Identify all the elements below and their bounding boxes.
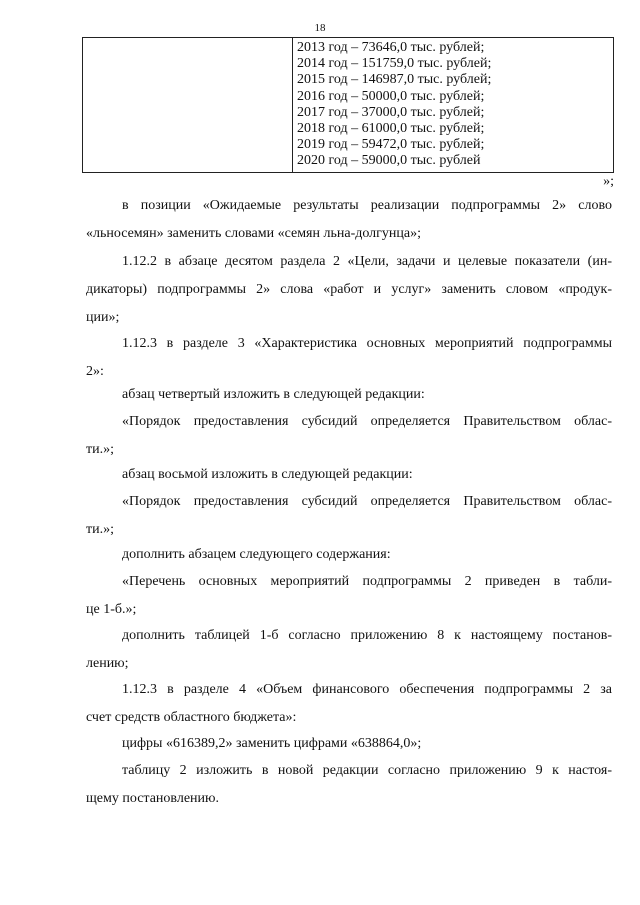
paragraph — [86, 761, 612, 809]
paragraph — [86, 545, 612, 565]
paragraph-line: 1.12.2 в абзаце десятом раздела 2 «Цели, задачи и целевые показатели (ин- — [122, 254, 612, 269]
funding-table-values-cell — [297, 40, 609, 170]
paragraph-line: «Перечень основных мероприятий подпрограммы 2 приведен в табли- — [122, 574, 612, 589]
paragraph-line: таблицу 2 изложить в новой редакции согласно приложению 9 к настоя- — [122, 763, 612, 778]
funding-line: 2019 год – 59472,0 тыс. рублей; — [297, 137, 485, 153]
paragraph-line: щему постановлению. — [86, 791, 219, 806]
paragraph — [86, 252, 612, 328]
paragraph-line: счет средств областного бюджета»: — [86, 710, 297, 725]
page-number: 18 — [314, 22, 326, 34]
paragraph — [86, 492, 612, 540]
funding-line: 2013 год – 73646,0 тыс. рублей; — [297, 40, 485, 55]
paragraph-line: це 1-б.»; — [86, 602, 137, 617]
funding-line: 2015 год – 146987,0 тыс. рублей; — [297, 72, 492, 88]
paragraph — [86, 465, 612, 485]
paragraph-line: лению; — [86, 656, 129, 671]
table-closing-quote: »; — [603, 174, 614, 189]
paragraph-line: дополнить таблицей 1-б согласно приложению 8 к настоящему постанов- — [122, 628, 612, 643]
paragraph — [86, 196, 612, 244]
paragraph — [86, 385, 612, 405]
funding-line: 2017 год – 37000,0 тыс. рублей; — [297, 104, 485, 120]
funding-line: 2020 год – 59000,0 тыс. рублей — [297, 153, 481, 169]
paragraph-line: 1.12.3 в разделе 4 «Объем финансового обеспечения подпрограммы 2 за — [122, 682, 612, 697]
paragraph — [86, 334, 612, 382]
paragraph-line: 1.12.3 в разделе 3 «Характеристика основных мероприятий подпрограммы — [122, 336, 612, 351]
paragraph — [86, 680, 612, 728]
paragraph-line: в позиции «Ожидаемые результаты реализации подпрограммы 2» слово — [122, 198, 612, 213]
paragraph-line: абзац восьмой изложить в следующей редакции: — [122, 467, 413, 482]
funding-line: 2014 год – 151759,0 тыс. рублей; — [297, 56, 492, 72]
paragraph-line: «Порядок предоставления субсидий определяется Правительством облас- — [122, 414, 612, 429]
paragraph-line: ти.»; — [86, 442, 114, 457]
paragraph-line: дополнить абзацем следующего содержания: — [122, 547, 391, 562]
paragraph-line: ти.»; — [86, 522, 114, 537]
funding-line: 2018 год – 61000,0 тыс. рублей; — [297, 120, 485, 136]
paragraph — [86, 412, 612, 460]
paragraph-line: 2»: — [86, 364, 104, 379]
paragraph-line: ции»; — [86, 310, 120, 325]
paragraph-line: дикаторы) подпрограммы 2» слова «работ и услуг» заменить словом «продук- — [86, 282, 612, 297]
funding-table — [82, 37, 614, 173]
funding-line: 2016 год – 50000,0 тыс. рублей; — [297, 88, 485, 104]
funding-table-label-cell — [83, 38, 293, 172]
paragraph — [86, 734, 612, 754]
paragraph-line: абзац четвертый изложить в следующей редакции: — [122, 387, 425, 402]
paragraph-line: «Порядок предоставления субсидий определяется Правительством облас- — [122, 494, 612, 509]
paragraph — [86, 572, 612, 620]
paragraph-line: цифры «616389,2» заменить цифрами «638864,0»; — [122, 736, 422, 751]
paragraph-line: «льносемян» заменить словами «семян льна-долгунца»; — [86, 226, 421, 241]
paragraph — [86, 626, 612, 674]
